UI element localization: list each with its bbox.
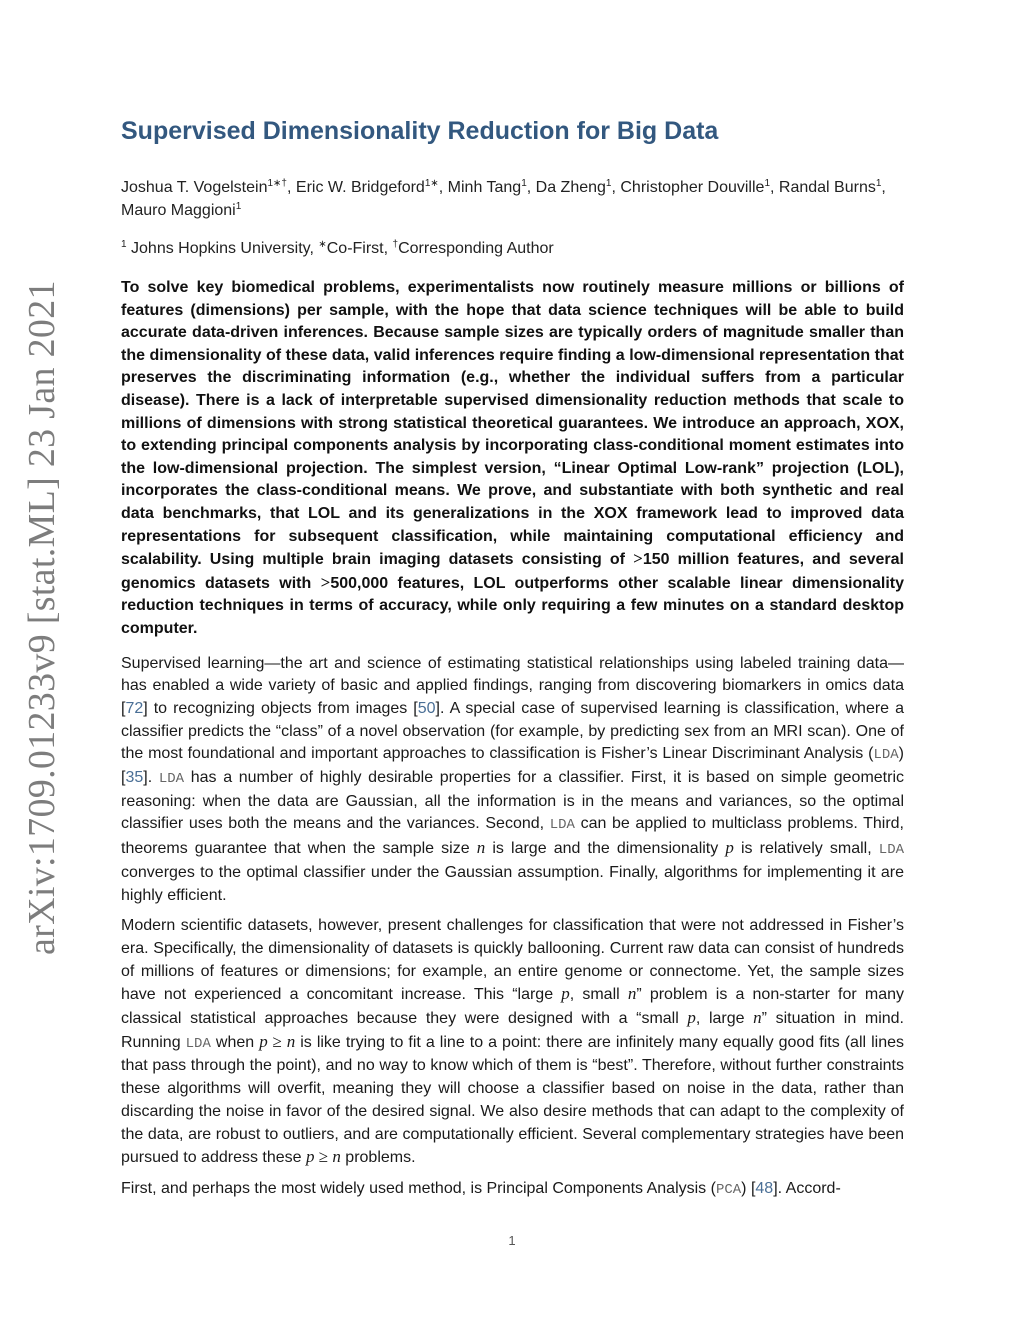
math-variable-n: n (332, 1147, 341, 1167)
body-text: ]. Accord- (773, 1179, 841, 1197)
author-marks: 1∗† (267, 178, 287, 189)
cofirst-mark: ∗ (318, 239, 327, 250)
body-paragraph-3 (121, 1178, 904, 1202)
math-variable-n: n (627, 984, 637, 1004)
body-text: problems. (340, 1149, 416, 1167)
lda-code-term: LDA (158, 771, 185, 788)
author-marks: 1 (605, 178, 612, 189)
author-name: Mauro Maggioni (121, 202, 236, 219)
cofirst-text: Co-First, (326, 240, 393, 257)
arxiv-identifier-stamp: arXiv:1709.01233v9 [stat.ML] 23 Jan 2021 (21, 280, 63, 955)
math-variable-p: p (561, 984, 570, 1004)
math-variable-n: n (476, 838, 486, 858)
body-text: First, and perhaps the most widely used method, is Principal Components Analysis ( (121, 1179, 716, 1197)
author-name: Christopher Douville (620, 179, 765, 196)
affiliation-line (121, 238, 904, 260)
pca-code-term: PCA (715, 1181, 742, 1198)
lda-code-term: LDA (185, 1035, 211, 1052)
paper-page (121, 112, 904, 1210)
author-name: Da Zheng (535, 179, 606, 196)
citation-link[interactable]: 50 (417, 699, 436, 717)
corresponding-text: Corresponding Author (398, 240, 554, 257)
author-marks: 1 (235, 201, 242, 212)
paper-title: Supervised Dimensionality Reduction for Big Data (121, 117, 719, 145)
author-marks: 1∗ (424, 178, 439, 189)
lda-code-term: LDA (549, 817, 575, 834)
lda-code-term: LDA (878, 842, 905, 859)
lda-code-term: LDA (873, 747, 899, 764)
author-marks: 1 (875, 178, 882, 189)
body-text: ) [ (741, 1179, 756, 1197)
body-text: , small (569, 986, 628, 1004)
page-number: 1 (508, 1233, 516, 1248)
abstract-text: 500,000 features, LOL outperforms other scalable linear dimensionality reduction techniques in terms of accuracy, while only requiring a few minutes on a standard desktop computer. (121, 574, 905, 637)
math-variable-p: p (725, 838, 734, 858)
body-text: has a number of highly desirable properties for a classifier. First, it is based on simple geometric reasoning: when the data are Gaussian, all the information is in the means and variances, so the optimal classifier uses both the means and the variances. Second, (121, 769, 904, 833)
author-name: Eric W. Bridgeford (295, 179, 425, 196)
math-greater-than: > (320, 572, 331, 592)
body-text: ” situation in mind. Running (121, 1010, 904, 1051)
body-text: Supervised learning—the art and science of estimating statistical relationships using labeled training data—has enabled a wide variety of basic and applied findings, ranging from discovering biomarkers in omics data [ (121, 654, 904, 717)
author-name: Randal Burns (778, 179, 876, 196)
abstract (121, 277, 904, 641)
affiliation-mark: 1 (121, 239, 127, 250)
math-geq: ≥ (314, 1147, 333, 1167)
body-paragraph-1 (121, 653, 904, 908)
author-marks: 1 (521, 178, 527, 189)
math-greater-than: > (633, 549, 643, 569)
author-marks: 1 (764, 178, 770, 189)
body-text: Modern scientific datasets, however, present challenges for classification that were not addressed in Fisher’s era. Specifically, the dimensionality of datasets is quickly ballooning. Current raw data can consist of hundreds of millions of features or dimensions; for example, an entire genome or connectome. Yet, the sample sizes have not experienced a concomitant increase. This “large (121, 917, 904, 1004)
body-text: when (210, 1033, 260, 1051)
math-variable-p: p (259, 1031, 268, 1051)
body-text: ) [ (121, 745, 904, 787)
citation-link[interactable]: 72 (125, 699, 144, 717)
abstract-text: To solve key biomedical problems, experimentalists now routinely measure millions or billions of features (dimensions) per sample, with the hope that data science techniques will be able to build accurate data-driven inferences. Because sample sizes are typically orders of magnitude smaller than the dimensionality of these data, valid inferences require finding a low-dimensional representation that preserves the discriminating information (e.g., whether the individual suffers from a particular disease). There is a lack of interpretable supervised dimensionality reduction methods that scale to millions of dimensions with strong statistical theoretical guarantees. We introduce an approach, XOX, to extending principal components analysis by incorporating class-conditional moment estimates into the low-dimensional projection. The simplest version, “Linear Optimal Low-rank” projection (LOL), incorporates the class-conditional means. We prove, and substantiate with both synthetic and real data benchmarks, that LOL and its generalizations in the XOX framework lead to improved data representations for subsequent classification, while maintaining computational efficiency and scalability. Using multiple brain imaging datasets consisting of (121, 279, 904, 569)
body-paragraph-2 (121, 915, 904, 1170)
math-variable-n: n (286, 1031, 296, 1051)
body-text: is relatively small, (733, 840, 879, 858)
citation-link[interactable]: 48 (755, 1179, 774, 1197)
body-text: ] to recognizing objects from images [ (143, 699, 418, 717)
corresponding-mark: † (392, 239, 399, 250)
abstract-text: 150 million features, and several genomics datasets with (121, 551, 904, 592)
body-text: ]. (143, 769, 159, 787)
body-text: converges to the optimal classifier under the Gaussian assumption. Finally, algorithms for implementing it are highly efficient. (121, 863, 904, 904)
body-text: can be applied to multiclass problems. Third, theorems guarantee that when the sample size (121, 815, 905, 858)
math-variable-p: p (306, 1147, 315, 1167)
math-geq: ≥ (267, 1031, 287, 1051)
body-text: is like trying to fit a line to a point: there are infinitely many equally good fits (all lines that pass through the point), and no way to know which of them is “best”. Therefore, without further constraints these algorithms will overfit, meaning they will choose a classifier based on noise in the data, rather than discarding the noise in favor of the desired signal. We also desire methods that can adapt to the complexity of the data, are robust to outliers, and are computationally efficient. Several complementary strategies have been pursued to address these (121, 1033, 905, 1167)
author-list: Joshua T. Vogelstein$^{1∗\dagger}$, Eric W. Bridgeford$^{1∗}$, Minh Tang$^1$, Da Zheng$^1$, Christopher Douville$^1$, Randal Burns$^1$, Mauro Maggioni$^1$ (121, 178, 886, 219)
citation-link[interactable]: 35 (125, 769, 144, 787)
author-name: Joshua T. Vogelstein (121, 179, 268, 196)
body-text: is large and the dimensionality (485, 840, 726, 858)
body-text: , large (695, 1010, 754, 1028)
body-text: ]. A special case of supervised learning is classification, where a classifier predicts the “class” of a novel observation (for example, by predicting sex from an MRI scan). One of the most foundational and important approaches to classification is Fisher’s Linear Discriminant Analysis ( (121, 699, 904, 763)
author-name: Minh Tang (447, 179, 522, 196)
math-variable-p: p (687, 1008, 696, 1028)
body-text: ” problem is a non-starter for many classical statistical approaches because they were designed with a “small (121, 986, 905, 1028)
affiliation-institution: Johns Hopkins University, (131, 240, 319, 257)
math-variable-n: n (753, 1008, 762, 1028)
